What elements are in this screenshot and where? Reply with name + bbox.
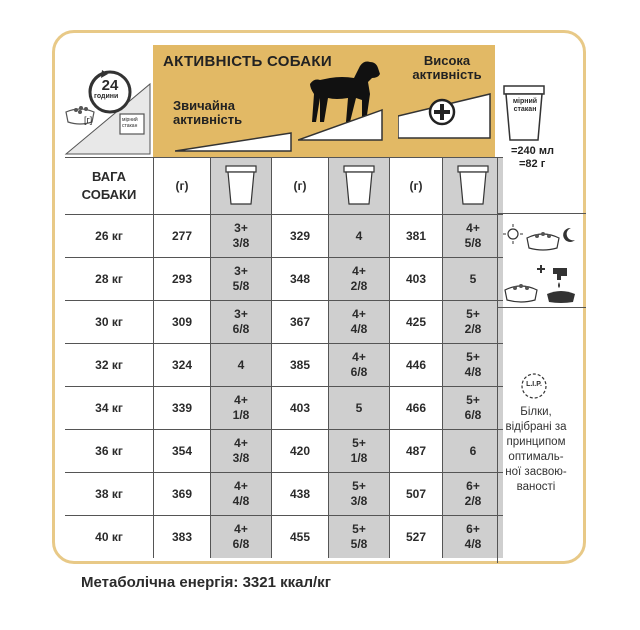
cup-amount <box>233 522 250 552</box>
cup-header-moderate <box>329 158 390 215</box>
cup-header-normal <box>211 158 272 215</box>
cup-amount-line: 6 <box>469 443 477 458</box>
cup-amount <box>351 522 368 552</box>
cup-amount-cell <box>329 473 390 516</box>
cup-amount-line: 5/8 <box>350 537 368 551</box>
lip-line: принципом <box>506 436 566 448</box>
table-row <box>65 258 503 301</box>
cup-amount-line: 5/8 <box>464 236 482 250</box>
grams-high-cell: 425 <box>390 301 443 344</box>
cup-amount-line: 3+ <box>234 221 248 235</box>
cup-amount-cell <box>329 430 390 473</box>
cup-amount-line: 5 <box>469 271 477 286</box>
cup-amount-cell <box>329 258 390 301</box>
grams-moderate-cell: 329 <box>272 215 329 258</box>
grams-header-normal: (г) <box>154 158 211 215</box>
hours-word: години <box>94 93 119 100</box>
table-row <box>65 516 503 559</box>
grams-normal-cell: 293 <box>154 258 211 301</box>
cup-amount <box>470 272 477 287</box>
cup-amount-cell <box>443 258 504 301</box>
grams-normal-cell: 369 <box>154 473 211 516</box>
grams-normal-cell: 277 <box>154 215 211 258</box>
weight-header-line1: ВАГА <box>91 169 127 184</box>
lip-line: ваності <box>516 481 556 493</box>
cup-small-label: мірний стакан <box>122 117 138 129</box>
cup-amount-cell <box>329 387 390 430</box>
cup-amount-line: 4+ <box>234 479 248 493</box>
high-activity-label <box>397 54 497 82</box>
grams-high-cell: 466 <box>390 387 443 430</box>
cup-amount-line: 6+ <box>466 479 480 493</box>
grams-high-cell: 381 <box>390 215 443 258</box>
cup-amount-cell <box>211 473 272 516</box>
cup-amount <box>356 401 363 416</box>
normal-activity-label <box>173 99 242 127</box>
cup-amount-line: 4+ <box>352 264 366 278</box>
cup-amount-line: 3/8 <box>350 494 368 508</box>
cup-amount-line: 6/8 <box>232 322 250 336</box>
cup-amount-line: 2/8 <box>464 322 482 336</box>
grams-high-cell: 487 <box>390 430 443 473</box>
high-activity-ramp-icon <box>398 90 494 140</box>
grams-moderate-cell: 420 <box>272 430 329 473</box>
grams-moderate-cell: 438 <box>272 473 329 516</box>
cup-amount-line: 4 <box>237 357 245 372</box>
cup-amount <box>233 264 250 294</box>
cup-amount-line: 4 <box>355 228 363 243</box>
cup-amount <box>470 444 477 459</box>
cup-amount-cell <box>443 516 504 559</box>
lip-line: ної засвою- <box>505 466 567 478</box>
cup-amount <box>465 522 482 552</box>
cup-amount <box>465 307 482 337</box>
cup-amount-cell <box>211 344 272 387</box>
cup-amount <box>233 436 250 466</box>
weight-cell: 34 кг <box>65 387 154 430</box>
cup-amount-line: 5+ <box>466 307 480 321</box>
cup-amount-line: 4+ <box>352 307 366 321</box>
cup-amount-cell <box>329 215 390 258</box>
cup-amount <box>465 393 482 423</box>
grams-header-moderate: (г) <box>272 158 329 215</box>
cup-amount <box>465 479 482 509</box>
cup-amount <box>351 264 368 294</box>
cup-amount-line: 6/8 <box>232 537 250 551</box>
lip-badge-text: L.I.P. <box>526 381 542 388</box>
measuring-cup-icon <box>342 164 376 206</box>
measuring-cup-icon <box>456 164 490 206</box>
measuring-cup-icon <box>224 164 258 206</box>
table-row <box>65 215 503 258</box>
cup-amount-line: 4+ <box>234 393 248 407</box>
cup-g: =82 г <box>519 158 546 170</box>
activity-title: АКТИВНІСТЬ СОБАКИ <box>163 53 332 70</box>
cup-amount-line: 4/8 <box>464 537 482 551</box>
cup-amount-line: 2/8 <box>350 279 368 293</box>
day-night-feeding-icon <box>503 222 579 252</box>
feeding-table <box>65 157 503 558</box>
cup-amount-line: 1/8 <box>232 408 250 422</box>
grams-normal-cell: 339 <box>154 387 211 430</box>
cup-amount-line: 4+ <box>234 522 248 536</box>
side-divider-line <box>497 307 586 308</box>
cup-header-high <box>443 158 504 215</box>
cup-amount-line: 6/8 <box>464 408 482 422</box>
cup-amount-cell <box>211 215 272 258</box>
table-row <box>65 301 503 344</box>
normal-activity-line1: Звичайна <box>173 98 235 113</box>
high-activity-line2: активність <box>412 67 482 82</box>
table-row <box>65 473 503 516</box>
grams-header-high: (г) <box>390 158 443 215</box>
weight-cell: 26 кг <box>65 215 154 258</box>
cup-amount-line: 4+ <box>466 221 480 235</box>
cup-amount <box>351 307 368 337</box>
normal-activity-line2: активність <box>173 112 243 127</box>
cup-ml: =240 мл <box>511 145 554 157</box>
grams-high-cell: 403 <box>390 258 443 301</box>
food-water-icon <box>503 264 579 304</box>
cup-amount-cell <box>211 516 272 559</box>
cup-amount <box>233 221 250 251</box>
grams-moderate-cell: 385 <box>272 344 329 387</box>
cup-amount <box>233 479 250 509</box>
cup-amount <box>351 350 368 380</box>
table-row <box>65 344 503 387</box>
table-header-row <box>65 158 503 215</box>
cup-amount-cell <box>443 215 504 258</box>
grams-unit-small: [г] <box>84 115 93 125</box>
cup-amount <box>233 307 250 337</box>
cup-amount-line: 5+ <box>352 479 366 493</box>
side-divider-line <box>497 213 586 214</box>
cup-amount-cell <box>211 387 272 430</box>
cup-amount-line: 5+ <box>352 522 366 536</box>
cup-amount <box>356 229 363 244</box>
cup-amount-cell <box>211 430 272 473</box>
cup-amount-cell <box>329 344 390 387</box>
table-row <box>65 387 503 430</box>
weight-cell: 32 кг <box>65 344 154 387</box>
cup-amount <box>238 358 245 373</box>
weight-cell: 30 кг <box>65 301 154 344</box>
cup-amount-cell <box>211 258 272 301</box>
grams-moderate-cell: 403 <box>272 387 329 430</box>
grams-moderate-cell: 367 <box>272 301 329 344</box>
cup-amount-line: 5 <box>355 400 363 415</box>
cup-amount <box>233 393 250 423</box>
grams-normal-cell: 309 <box>154 301 211 344</box>
lip-line: відібрані за <box>505 421 567 433</box>
side-column-divider <box>497 157 498 563</box>
cup-amount-line: 5/8 <box>232 279 250 293</box>
cup-amount <box>351 436 368 466</box>
cup-amount-line: 2/8 <box>464 494 482 508</box>
moderate-ramp-icon <box>298 104 388 142</box>
cup-amount-line: 3+ <box>234 264 248 278</box>
cup-amount-cell <box>329 516 390 559</box>
lip-line: оптималь- <box>508 451 564 463</box>
grams-moderate-cell: 348 <box>272 258 329 301</box>
grams-normal-cell: 383 <box>154 516 211 559</box>
weight-cell: 40 кг <box>65 516 154 559</box>
cup-amount-line: 4/8 <box>232 494 250 508</box>
cup-amount-cell <box>329 301 390 344</box>
grams-high-cell: 507 <box>390 473 443 516</box>
grams-moderate-cell: 455 <box>272 516 329 559</box>
cup-amount-cell <box>211 301 272 344</box>
cup-amount-line: 3/8 <box>232 451 250 465</box>
cup-amount-line: 4+ <box>234 436 248 450</box>
cup-amount-cell <box>443 344 504 387</box>
grams-high-cell: 527 <box>390 516 443 559</box>
grams-normal-cell: 354 <box>154 430 211 473</box>
cup-amount-line: 3+ <box>234 307 248 321</box>
weight-cell: 28 кг <box>65 258 154 301</box>
lip-line: Білки, <box>520 406 552 418</box>
weight-cell: 36 кг <box>65 430 154 473</box>
cup-amount-line: 5+ <box>352 436 366 450</box>
cup-amount <box>465 350 482 380</box>
cup-amount-line: 5+ <box>466 393 480 407</box>
lip-description <box>492 405 580 495</box>
cup-amount-cell <box>443 301 504 344</box>
cup-amount <box>351 479 368 509</box>
cup-amount-line: 3/8 <box>232 236 250 250</box>
cup-side-label: мірний стакан <box>512 98 538 113</box>
grams-high-cell: 446 <box>390 344 443 387</box>
weight-cell: 38 кг <box>65 473 154 516</box>
weight-header-line2: СОБАКИ <box>81 187 137 202</box>
cup-amount-line: 4+ <box>352 350 366 364</box>
weight-header <box>65 158 154 215</box>
cup-amount-line: 6+ <box>466 522 480 536</box>
cup-amount-line: 5+ <box>466 350 480 364</box>
cup-amount-line: 6/8 <box>350 365 368 379</box>
metabolic-energy: Метаболічна енергія: 3321 ккал/кг <box>81 574 331 591</box>
cup-amount <box>465 221 482 251</box>
high-activity-line1: Висока <box>423 53 471 68</box>
cup-amount-line: 4/8 <box>350 322 368 336</box>
normal-activity-ramp-icon <box>175 125 295 153</box>
table-row <box>65 430 503 473</box>
cup-amount-line: 1/8 <box>350 451 368 465</box>
grams-normal-cell: 324 <box>154 344 211 387</box>
cup-conversion <box>511 145 554 171</box>
hours-number: 24 <box>101 77 119 94</box>
cup-amount-line: 4/8 <box>464 365 482 379</box>
